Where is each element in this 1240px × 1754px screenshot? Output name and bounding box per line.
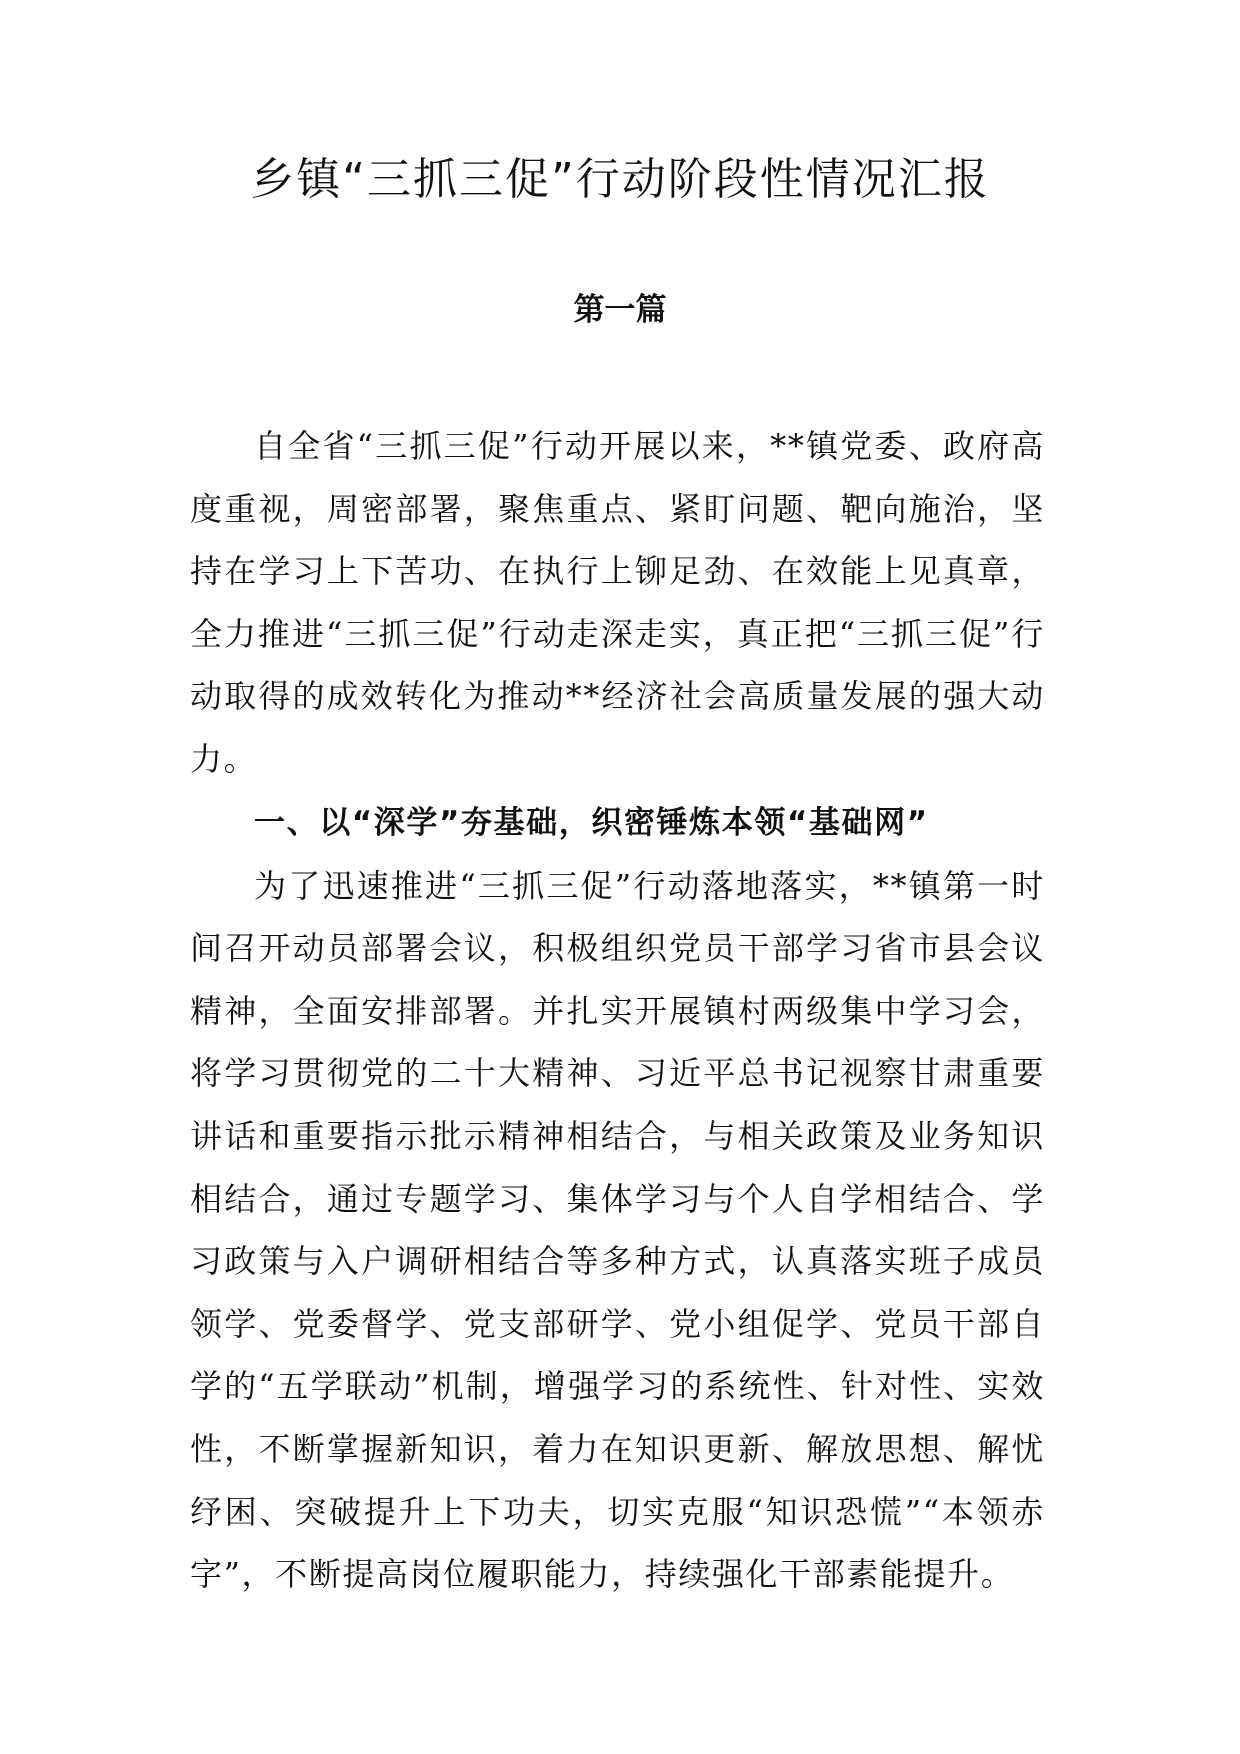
document-title: 乡镇“三抓三促”行动阶段性情况汇报 bbox=[250, 154, 990, 205]
section-1-paragraph: 为了迅速推进“三抓三促”行动落地落实，**镇第一时间召开动员部署会议，积极组织党员干部学习省市县会议精神，全面安排部署。并扎实开展镇村两级集中学习会，将学习贯彻党的二十大精神、习近平总书记视察甘肃重要讲话和重要指示批示精神相结合，与相关政策及业务知识相结合，通过专题学习、集体学习与个人自学相结合、学习政策与入户调研相结合等多种方式，认真落实班子成员领学、党委督学、党支部研学、党小组促学、党员干部自学的“五学联动”机制，增强学习的系统性、针对性、实效性，不断掌握新知识，着力在知识更新、解放思想、解忧纾困、突破提升上下功夫，切实克服“知识恐慌”“本领赤字”，不断提高岗位履职能力，持续强化干部素能提升。 bbox=[190, 866, 1045, 1594]
intro-paragraph: 自全省“三抓三促”行动开展以来，**镇党委、政府高度重视，周密部署，聚焦重点、紧盯问题、靶向施治，坚持在学习上下苦功、在执行上铆足劲、在效能上见真章，全力推进“三抓三促”行动走深走实，真正把“三抓三促”行动取得的成效转化为推动**经济社会高质量发展的强大动力。 bbox=[190, 427, 1045, 778]
document-body bbox=[190, 415, 1045, 1606]
document-subtitle: 第一篇 bbox=[573, 292, 667, 328]
section-heading-1: 一、以“深学”夯基础，织密锤炼本领“基础网” bbox=[254, 804, 929, 841]
